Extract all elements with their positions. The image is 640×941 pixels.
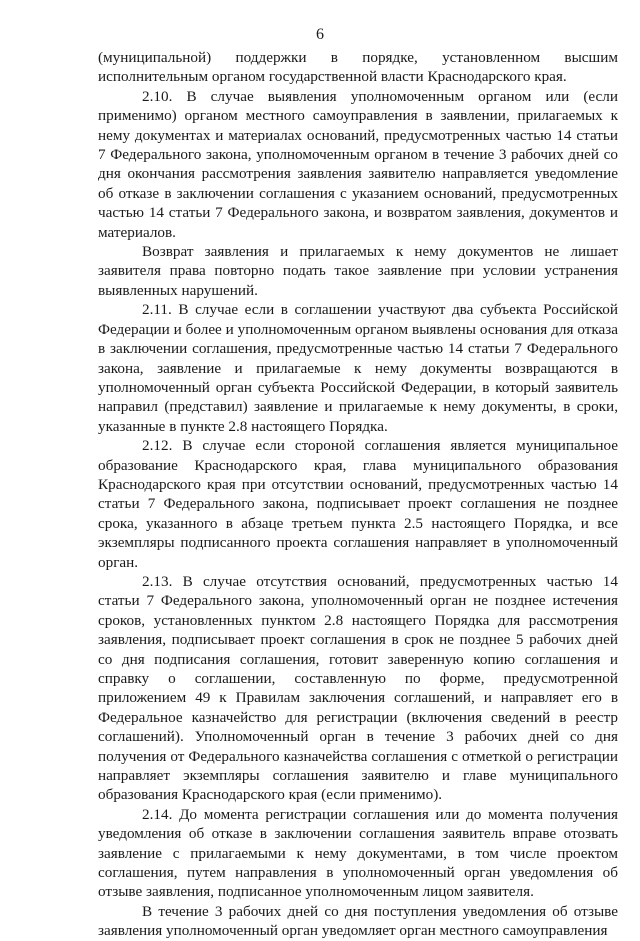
document-body bbox=[98, 48, 618, 941]
paragraph-continuation: (муниципальной) поддержки в порядке, установленном высшим исполнительным органом государственной власти Краснодарского края. bbox=[98, 49, 618, 86]
paragraph-return-note: Возврат заявления и прилагаемых к нему документов не лишает заявителя права повторно подать такое заявление при условии устранения выявленных нарушений. bbox=[98, 243, 618, 299]
paragraph-2-11: 2.11. В случае если в соглашении участвуют два субъекта Российской Федерации и более и уполномоченным органом выявлены основания для отказа в заключении соглашения, предусмотренные частью 14 статьи 7 Федерального закона, заявление и прилагаемые к нему документы возвращаются в уполномоченный орган субъекта Российской Федерации, в который заявитель направил (представил) заявление и прилагаемые к нему документы, в сроки, указанные в пункте 2.8 настоящего Порядка. bbox=[98, 301, 618, 435]
paragraph-2-12: 2.12. В случае если стороной соглашения является муниципальное образование Краснодарского края, глава муниципального образования Краснодарского края при отсутствии оснований, предусмотренных частью 14 статьи 7 Федерального закона, подписывает проект соглашения не позднее срока, указанного в абзаце третьем пункта 2.5 настоящего Порядка, и все экземпляры подписанного проекта соглашения направляет в уполномоченный орган. bbox=[98, 437, 618, 571]
paragraph-2-14: 2.14. До момента регистрации соглашения или до момента получения уведомления об отказе в заключении соглашения заявитель вправе отозвать заявление с прилагаемыми к нему документами, в том числе проектом соглашения, путем направления в уполномоченный орган уведомления об отзыве заявления, подписанное уполномоченным лицом заявителя. bbox=[98, 805, 618, 901]
page-number: 6 bbox=[316, 26, 324, 43]
paragraph-2-10: 2.10. В случае выявления уполномоченным органом или (если применимо) органом местного самоуправления в заявлении, прилагаемых к нему документах и материалах оснований, предусмотренных частью 14 статьи 7 Федерального закона, уполномоченным органом в течение 3 рабочих дней со дня окончания рассмотрения заявления заявителю направляется уведомление об отказе в заключении соглашения с указанием оснований, предусмотренных частью 14 статьи 7 Федерального закона, и возвратом заявления, документов и материалов. bbox=[98, 87, 618, 241]
paragraph-2-13: 2.13. В случае отсутствия оснований, предусмотренных частью 14 статьи 7 Федерального закона, уполномоченный орган не позднее истечения сроков, установленных пунктом 2.8 настоящего Порядка для рассмотрения заявления, подписывает проект соглашения в срок не позднее 5 рабочих дней со дня подписания соглашения, готовит заверенную копию соглашения и справку о соглашении, составленную по форме, предусмотренной приложением 49 к Правилам заключения соглашений, и направляет его в Федеральное казначейство для регистрации (включения сведений в реестр соглашений). Уполномоченный орган в течение 3 рабочих дней со дня получения от Федерального казначейства соглашения с отметкой о регистрации направляет экземпляры соглашения заявителю и главе муниципального образования Краснодарского края (если применимо). bbox=[98, 572, 618, 804]
paragraph-withdrawal-notice: В течение 3 рабочих дней со дня поступления уведомления об отзыве заявления уполномоченный орган уведомляет орган местного самоуправления bbox=[98, 902, 618, 940]
